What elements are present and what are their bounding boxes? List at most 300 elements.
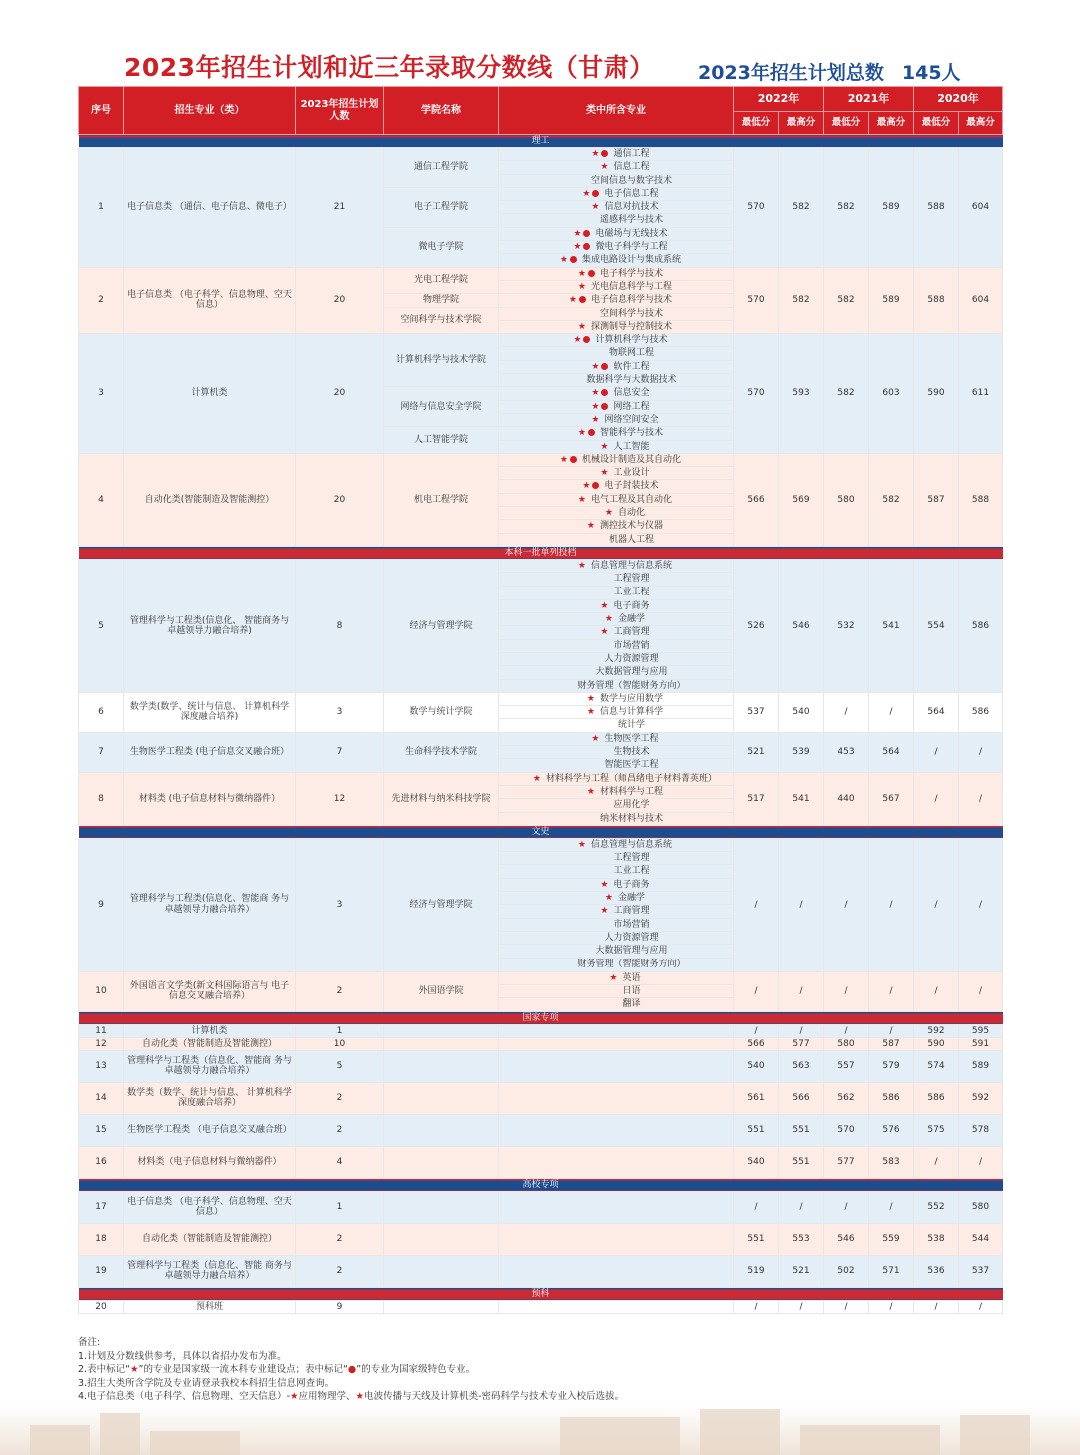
row-college bbox=[384, 1050, 499, 1082]
score-cell: 566 bbox=[734, 1037, 779, 1050]
star-icon: ★ bbox=[609, 972, 618, 983]
score-cell: 586 bbox=[869, 1082, 914, 1114]
score-cell: 578 bbox=[959, 1114, 1003, 1146]
major-item: 智能医学工程 bbox=[499, 759, 734, 772]
row-contains bbox=[499, 1300, 734, 1313]
row-major: 生物医学工程类 （电子信息交叉融合班） bbox=[124, 1114, 296, 1146]
score-cell: 587 bbox=[869, 1037, 914, 1050]
score-cell: 592 bbox=[959, 1082, 1003, 1114]
score-cell: 588 bbox=[914, 267, 959, 333]
row-no: 14 bbox=[79, 1082, 124, 1114]
table-row bbox=[79, 559, 1003, 572]
score-cell: 579 bbox=[869, 1050, 914, 1082]
major-item: 物联网工程 bbox=[499, 347, 734, 360]
table-row bbox=[79, 692, 1003, 705]
row-contains bbox=[499, 1146, 734, 1178]
major-item: 市场营销 bbox=[499, 639, 734, 652]
star-icon: ★ bbox=[586, 693, 595, 704]
row-plan: 2 bbox=[296, 1114, 384, 1146]
major-item: 工程管理 bbox=[499, 852, 734, 865]
row-contains bbox=[499, 1082, 734, 1114]
dot-icon bbox=[601, 150, 608, 157]
star-icon: ★ bbox=[591, 148, 600, 159]
score-cell: 540 bbox=[734, 1146, 779, 1178]
row-major: 电子信息类 （电子科学、信息物理、空天信息） bbox=[124, 267, 296, 333]
major-item: ★ 电子商务 bbox=[499, 599, 734, 612]
row-no: 6 bbox=[79, 692, 124, 732]
major-item: ★ 金融学 bbox=[499, 613, 734, 626]
row-college bbox=[384, 1037, 499, 1050]
star-icon: ★ bbox=[591, 414, 600, 425]
score-cell: / bbox=[779, 838, 824, 971]
score-cell: 590 bbox=[914, 334, 959, 454]
major-item: 人力资源管理 bbox=[499, 931, 734, 944]
major-item: ★ 信息安全 bbox=[499, 387, 734, 400]
score-cell: 540 bbox=[779, 692, 824, 732]
star-icon: ★ bbox=[355, 1391, 365, 1402]
score-cell: / bbox=[734, 1300, 779, 1313]
row-college: 微电子学院 bbox=[384, 227, 499, 267]
star-icon: ★ bbox=[577, 321, 586, 332]
major-item: ★ 集成电路设计与集成系统 bbox=[499, 254, 734, 267]
notes bbox=[78, 1336, 1008, 1404]
star-icon: ★ bbox=[577, 281, 586, 292]
page-title: 2023年招生计划和近三年录取分数线（甘肃） bbox=[124, 53, 655, 82]
major-item: 大数据管理与应用 bbox=[499, 666, 734, 679]
score-cell: / bbox=[734, 1191, 779, 1223]
score-cell: / bbox=[779, 1300, 824, 1313]
section-label: 高校专项 bbox=[79, 1178, 1003, 1191]
row-no: 5 bbox=[79, 559, 124, 692]
major-item: ★ 网络工程 bbox=[499, 400, 734, 413]
row-college bbox=[384, 1114, 499, 1146]
row-college: 外国语学院 bbox=[384, 971, 499, 1011]
major-item: 遥感科学与技术 bbox=[499, 214, 734, 227]
major-item: ★ 金融学 bbox=[499, 892, 734, 905]
row-plan: 1 bbox=[296, 1191, 384, 1223]
star-icon: ★ bbox=[577, 428, 586, 439]
score-cell: 564 bbox=[869, 732, 914, 772]
row-college bbox=[384, 1300, 499, 1313]
header-year-2020: 2020年 bbox=[914, 87, 1003, 112]
note-4-part-b: 应用物理学、 bbox=[298, 1391, 356, 1402]
dot-icon bbox=[588, 270, 595, 277]
row-plan: 9 bbox=[296, 1300, 384, 1313]
row-college: 先进材料与纳米科技学院 bbox=[384, 772, 499, 825]
score-cell: / bbox=[779, 1191, 824, 1223]
section-label: 文史 bbox=[79, 825, 1003, 838]
dot-icon bbox=[583, 336, 590, 343]
row-college: 空间科学与技术学院 bbox=[384, 307, 499, 334]
row-plan: 2 bbox=[296, 1082, 384, 1114]
score-cell: 582 bbox=[824, 267, 869, 333]
score-cell: / bbox=[824, 838, 869, 971]
score-cell: 576 bbox=[869, 1114, 914, 1146]
star-icon: ★ bbox=[573, 228, 582, 239]
score-cell: 541 bbox=[779, 772, 824, 825]
row-college: 生命科学技术学院 bbox=[384, 732, 499, 772]
table-row bbox=[79, 1191, 1003, 1223]
score-cell: 570 bbox=[734, 267, 779, 333]
row-college: 光电工程学院 bbox=[384, 267, 499, 294]
major-item: 统计学 bbox=[499, 719, 734, 732]
header-min: 最低分 bbox=[734, 112, 779, 135]
row-plan: 12 bbox=[296, 772, 384, 825]
header-min: 最低分 bbox=[824, 112, 869, 135]
star-icon: ★ bbox=[591, 733, 600, 744]
major-item: ★ 工商管理 bbox=[499, 626, 734, 639]
major-item: ★ 工业设计 bbox=[499, 467, 734, 480]
major-item: 生物技术 bbox=[499, 746, 734, 759]
total-plan-value: 145人 bbox=[901, 62, 961, 84]
score-cell: 603 bbox=[869, 334, 914, 454]
row-plan: 2 bbox=[296, 1255, 384, 1287]
score-cell: 553 bbox=[779, 1223, 824, 1255]
note-2 bbox=[78, 1363, 1008, 1377]
star-icon: ★ bbox=[573, 242, 582, 253]
row-major: 电子信息类 （电子科学、信息物理、空天信息） bbox=[124, 1191, 296, 1223]
row-college: 计算机科学与技术学院 bbox=[384, 334, 499, 387]
header-no: 序号 bbox=[79, 87, 124, 135]
star-icon: ★ bbox=[559, 454, 568, 465]
score-cell: 577 bbox=[779, 1037, 824, 1050]
score-cell: 536 bbox=[914, 1255, 959, 1287]
star-icon: ★ bbox=[559, 255, 568, 266]
score-cell: 570 bbox=[734, 334, 779, 454]
score-cell: 566 bbox=[779, 1082, 824, 1114]
note-1: 1.计划及分数线供参考，具体以省招办发布为准。 bbox=[78, 1350, 287, 1362]
row-plan: 3 bbox=[296, 692, 384, 732]
note-3: 3.招生大类所含学院及专业请登录我校本科招生信息网查询。 bbox=[78, 1377, 335, 1389]
row-plan: 1 bbox=[296, 1024, 384, 1037]
row-major: 预科班 bbox=[124, 1300, 296, 1313]
note-4-part-a: 4.电子信息类（电子科学、信息物理、空天信息）- bbox=[78, 1391, 290, 1402]
row-plan: 8 bbox=[296, 559, 384, 692]
score-cell: 557 bbox=[824, 1050, 869, 1082]
total-plan-label: 2023年招生计划总数 bbox=[698, 62, 884, 84]
row-major: 自动化类(智能制造及智能测控） bbox=[124, 453, 296, 546]
major-item: 工业工程 bbox=[499, 865, 734, 878]
row-college bbox=[384, 1255, 499, 1287]
row-major: 管理科学与工程类（信息化、智能商 务与卓越领导力融合培养） bbox=[124, 1050, 296, 1082]
row-plan: 20 bbox=[296, 334, 384, 454]
score-cell: 453 bbox=[824, 732, 869, 772]
score-cell: 593 bbox=[779, 334, 824, 454]
score-cell: / bbox=[869, 1300, 914, 1313]
header-year-2021: 2021年 bbox=[824, 87, 914, 112]
score-cell: 561 bbox=[734, 1082, 779, 1114]
header-plan: 2023年招生计划人数 bbox=[296, 87, 384, 135]
header-min: 最低分 bbox=[914, 112, 959, 135]
major-item: ★ 电磁场与无线技术 bbox=[499, 227, 734, 240]
star-icon: ★ bbox=[600, 441, 609, 452]
row-plan: 20 bbox=[296, 267, 384, 333]
score-cell: 575 bbox=[914, 1114, 959, 1146]
major-item: 财务管理（智能财务方向） bbox=[499, 679, 734, 692]
score-cell: / bbox=[914, 1300, 959, 1313]
major-item: 翻译 bbox=[499, 998, 734, 1011]
section-yuke bbox=[79, 1287, 1003, 1300]
major-item: ★ 信息与计算科学 bbox=[499, 706, 734, 719]
row-contains bbox=[499, 1191, 734, 1223]
score-cell: 519 bbox=[734, 1255, 779, 1287]
table-row bbox=[79, 1146, 1003, 1178]
major-item: ★ 信息对抗技术 bbox=[499, 201, 734, 214]
header-college: 学院名称 bbox=[384, 87, 499, 135]
row-contains bbox=[499, 1255, 734, 1287]
star-icon: ★ bbox=[573, 335, 582, 346]
score-cell: / bbox=[914, 838, 959, 971]
major-item: ★ 机械设计制造及其自动化 bbox=[499, 453, 734, 466]
score-cell: 595 bbox=[959, 1024, 1003, 1037]
score-cell: 574 bbox=[914, 1050, 959, 1082]
major-item: ★ 微电子科学与工程 bbox=[499, 241, 734, 254]
row-major: 外国语言文学类(新文科国际语言与 电子信息交叉融合培养） bbox=[124, 971, 296, 1011]
note-2-part-c: ”的专业为国家级特色专业。 bbox=[356, 1364, 476, 1375]
section-guojia bbox=[79, 1011, 1003, 1024]
star-icon: ★ bbox=[586, 707, 595, 718]
dot-icon bbox=[583, 230, 590, 237]
score-cell: 538 bbox=[914, 1223, 959, 1255]
table-row bbox=[79, 1300, 1003, 1313]
score-cell: 526 bbox=[734, 559, 779, 692]
major-item: ★ 测控技术与仪器 bbox=[499, 520, 734, 533]
star-icon: ★ bbox=[577, 494, 586, 505]
section-wenshi bbox=[79, 825, 1003, 838]
score-cell: 577 bbox=[824, 1146, 869, 1178]
score-cell: 611 bbox=[959, 334, 1003, 454]
star-icon: ★ bbox=[130, 1364, 139, 1375]
score-cell: / bbox=[824, 1024, 869, 1037]
score-cell: / bbox=[959, 732, 1003, 772]
row-college: 网络与信息安全学院 bbox=[384, 387, 499, 427]
score-cell: / bbox=[779, 971, 824, 1011]
score-cell: 559 bbox=[869, 1223, 914, 1255]
score-cell: / bbox=[824, 1300, 869, 1313]
section-label: 理工 bbox=[79, 135, 1003, 148]
major-item: 纳米材料与技术 bbox=[499, 812, 734, 825]
row-no: 2 bbox=[79, 267, 124, 333]
row-college: 物理学院 bbox=[384, 294, 499, 307]
row-no: 4 bbox=[79, 453, 124, 546]
row-college bbox=[384, 1146, 499, 1178]
note-2-part-b: ”的专业是国家级一流本科专业建设点；表中标记“ bbox=[138, 1364, 348, 1375]
row-major: 材料类（电子信息材料与微纳器件） bbox=[124, 1146, 296, 1178]
major-item: 人力资源管理 bbox=[499, 652, 734, 665]
score-cell: 532 bbox=[824, 559, 869, 692]
row-major: 生物医学工程类 (电子信息交叉融合班） bbox=[124, 732, 296, 772]
score-cell: / bbox=[734, 971, 779, 1011]
dot-icon bbox=[601, 403, 608, 410]
major-item: 数据科学与大数据技术 bbox=[499, 374, 734, 387]
score-cell: / bbox=[869, 1191, 914, 1223]
row-no: 12 bbox=[79, 1037, 124, 1050]
table-row bbox=[79, 1050, 1003, 1082]
row-major: 管理科学与工程类(信息化、智能商 务与卓越领导力融合培养） bbox=[124, 838, 296, 971]
score-cell: 537 bbox=[959, 1255, 1003, 1287]
score-cell: 586 bbox=[959, 692, 1003, 732]
major-item: ★ 通信工程 bbox=[499, 148, 734, 161]
score-cell: 562 bbox=[824, 1082, 869, 1114]
section-label: 预科 bbox=[79, 1287, 1003, 1300]
major-item: ★ 信息管理与信息系统 bbox=[499, 559, 734, 572]
score-cell: 591 bbox=[959, 1037, 1003, 1050]
score-cell: / bbox=[779, 1024, 824, 1037]
score-cell: / bbox=[734, 1024, 779, 1037]
section-gaoxiao bbox=[79, 1178, 1003, 1191]
row-college bbox=[384, 1024, 499, 1037]
dot-icon bbox=[601, 389, 608, 396]
score-cell: 440 bbox=[824, 772, 869, 825]
score-cell: / bbox=[869, 971, 914, 1011]
row-college: 经济与管理学院 bbox=[384, 559, 499, 692]
major-item: ★ 电子信息工程 bbox=[499, 187, 734, 200]
score-cell: / bbox=[959, 838, 1003, 971]
score-cell: 580 bbox=[824, 1037, 869, 1050]
section-label: 国家专项 bbox=[79, 1011, 1003, 1024]
major-item: ★ 智能科学与技术 bbox=[499, 427, 734, 440]
row-no: 9 bbox=[79, 838, 124, 971]
score-cell: 502 bbox=[824, 1255, 869, 1287]
score-cell: / bbox=[869, 692, 914, 732]
star-icon: ★ bbox=[604, 614, 613, 625]
score-cell: 580 bbox=[824, 453, 869, 546]
row-contains bbox=[499, 1037, 734, 1050]
score-cell: 586 bbox=[914, 1082, 959, 1114]
score-cell: / bbox=[959, 772, 1003, 825]
score-cell: 583 bbox=[869, 1146, 914, 1178]
score-cell: 567 bbox=[869, 772, 914, 825]
row-no: 18 bbox=[79, 1223, 124, 1255]
table-row bbox=[79, 1037, 1003, 1050]
star-icon: ★ bbox=[532, 773, 541, 784]
score-cell: 566 bbox=[734, 453, 779, 546]
star-icon: ★ bbox=[568, 295, 577, 306]
score-cell: 540 bbox=[734, 1050, 779, 1082]
score-cell: 582 bbox=[869, 453, 914, 546]
major-item: 工程管理 bbox=[499, 573, 734, 586]
header-year-2022: 2022年 bbox=[734, 87, 824, 112]
table-row bbox=[79, 1082, 1003, 1114]
star-icon: ★ bbox=[600, 468, 609, 479]
row-major: 管理科学与工程类（信息化、智能 商务与卓越领导力融合培养） bbox=[124, 1255, 296, 1287]
dot-icon bbox=[592, 482, 599, 489]
row-plan: 2 bbox=[296, 1223, 384, 1255]
star-icon: ★ bbox=[586, 521, 595, 532]
score-cell: 546 bbox=[824, 1223, 869, 1255]
score-cell: 551 bbox=[779, 1146, 824, 1178]
row-college: 数学与统计学院 bbox=[384, 692, 499, 732]
star-icon: ★ bbox=[577, 560, 586, 571]
dot-icon bbox=[570, 256, 577, 263]
star-icon: ★ bbox=[600, 600, 609, 611]
dot-icon bbox=[588, 429, 595, 436]
major-item: ★ 计算机科学与技术 bbox=[499, 334, 734, 347]
score-cell: / bbox=[959, 971, 1003, 1011]
star-icon: ★ bbox=[591, 202, 600, 213]
row-no: 17 bbox=[79, 1191, 124, 1223]
row-plan: 5 bbox=[296, 1050, 384, 1082]
row-college: 人工智能学院 bbox=[384, 427, 499, 454]
major-item: 应用化学 bbox=[499, 799, 734, 812]
score-cell: 539 bbox=[779, 732, 824, 772]
campus-skyline-decoration bbox=[0, 1405, 1080, 1455]
major-item: ★ 电子信息科学与技术 bbox=[499, 294, 734, 307]
score-cell: 582 bbox=[779, 267, 824, 333]
row-contains bbox=[499, 1024, 734, 1037]
row-college: 经济与管理学院 bbox=[384, 838, 499, 971]
table-row bbox=[79, 334, 1003, 347]
star-icon: ★ bbox=[591, 401, 600, 412]
score-cell: 604 bbox=[959, 267, 1003, 333]
major-item: ★ 英语 bbox=[499, 971, 734, 984]
major-item: 空间信息与数字技术 bbox=[499, 174, 734, 187]
row-plan: 7 bbox=[296, 732, 384, 772]
major-item: ★ 工商管理 bbox=[499, 905, 734, 918]
major-item: ★ 电子科学与技术 bbox=[499, 267, 734, 280]
row-plan: 3 bbox=[296, 838, 384, 971]
score-cell: / bbox=[824, 692, 869, 732]
score-cell: 571 bbox=[869, 1255, 914, 1287]
star-icon: ★ bbox=[600, 627, 609, 638]
table-row bbox=[79, 1223, 1003, 1255]
header-max: 最高分 bbox=[869, 112, 914, 135]
dot-icon bbox=[583, 243, 590, 250]
score-cell: 564 bbox=[914, 692, 959, 732]
row-no: 16 bbox=[79, 1146, 124, 1178]
major-item: ★ 生物医学工程 bbox=[499, 732, 734, 745]
row-no: 20 bbox=[79, 1300, 124, 1313]
dot-icon bbox=[570, 456, 577, 463]
header-max: 最高分 bbox=[779, 112, 824, 135]
row-plan: 4 bbox=[296, 1146, 384, 1178]
score-cell: 592 bbox=[914, 1024, 959, 1037]
star-icon: ★ bbox=[582, 481, 591, 492]
major-item: 机器人工程 bbox=[499, 533, 734, 546]
score-cell: / bbox=[824, 1191, 869, 1223]
row-college: 通信工程学院 bbox=[384, 148, 499, 188]
major-item: 日语 bbox=[499, 985, 734, 998]
major-item: ★ 材料科学与工程 bbox=[499, 785, 734, 798]
star-icon: ★ bbox=[600, 162, 609, 173]
major-item: ★ 软件工程 bbox=[499, 360, 734, 373]
row-major: 材料类 (电子信息材料与微纳器件） bbox=[124, 772, 296, 825]
score-cell: 570 bbox=[734, 148, 779, 268]
star-icon: ★ bbox=[586, 786, 595, 797]
major-item: ★ 电气工程及其自动化 bbox=[499, 493, 734, 506]
score-cell: 582 bbox=[779, 148, 824, 268]
score-cell: 551 bbox=[734, 1114, 779, 1146]
section-benke bbox=[79, 546, 1003, 559]
score-cell: 589 bbox=[869, 148, 914, 268]
star-icon: ★ bbox=[604, 507, 613, 518]
row-major: 管理科学与工程类(信息化、 智能商务与卓越领导力融合培养) bbox=[124, 559, 296, 692]
row-plan: 20 bbox=[296, 453, 384, 546]
star-icon: ★ bbox=[600, 879, 609, 890]
row-college bbox=[384, 1082, 499, 1114]
table-row bbox=[79, 148, 1003, 161]
row-no: 10 bbox=[79, 971, 124, 1011]
score-cell: / bbox=[824, 971, 869, 1011]
score-cell: 569 bbox=[779, 453, 824, 546]
row-college: 机电工程学院 bbox=[384, 453, 499, 546]
table-row bbox=[79, 838, 1003, 851]
score-cell: 589 bbox=[869, 267, 914, 333]
row-college bbox=[384, 1191, 499, 1223]
major-item: ★ 自动化 bbox=[499, 507, 734, 520]
major-item: ★ 网络空间安全 bbox=[499, 413, 734, 426]
score-cell: 554 bbox=[914, 559, 959, 692]
